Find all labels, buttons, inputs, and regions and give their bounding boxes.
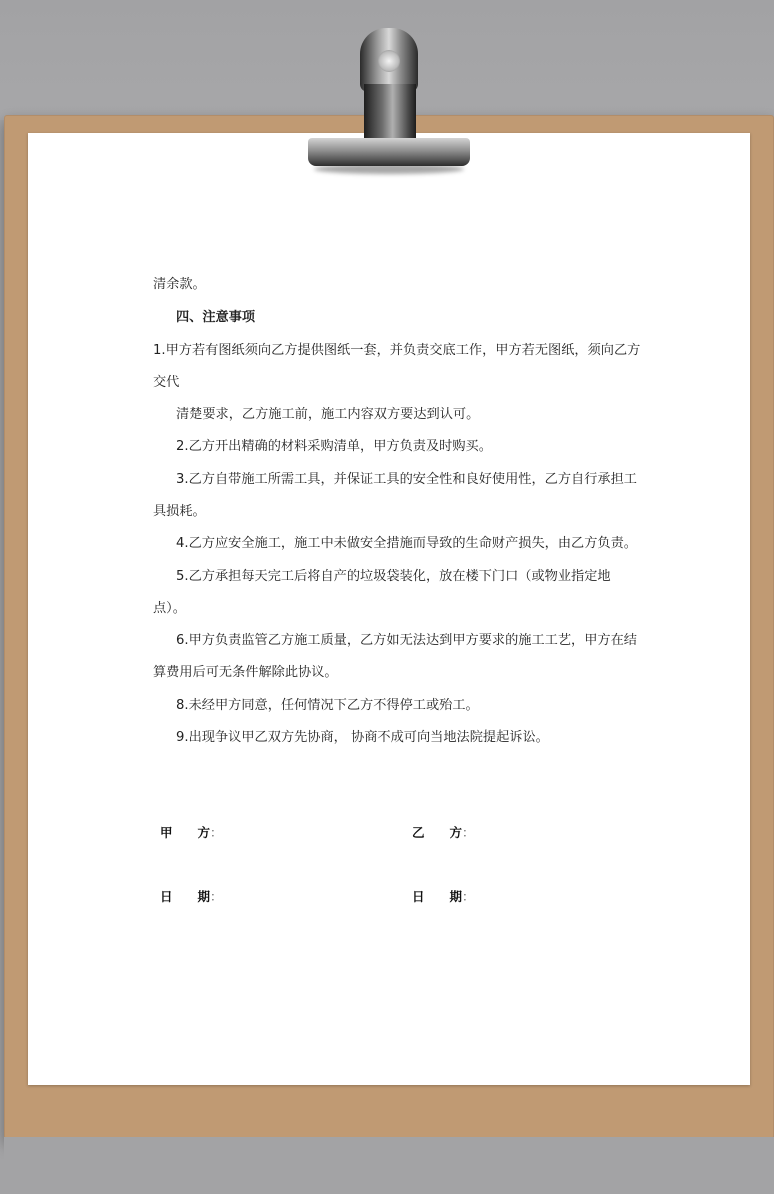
date-b-field [412, 887, 475, 905]
text-line-15: 9.出现争议甲乙双方先协商， 协商不成可向当地法院提起诉讼。 [176, 730, 549, 745]
section-heading: 四、注意事项 [176, 310, 256, 325]
text-line-8: 具损耗。 [153, 504, 206, 519]
party-a-label: 甲 方 [160, 825, 211, 840]
date-a-field [160, 887, 223, 905]
date-b-label: 日 期 [412, 889, 463, 904]
clip-hole [378, 50, 400, 72]
binder-clip-icon [296, 28, 481, 178]
text-line-6: 2.乙方开出精确的材料采购清单，甲方负责及时购买。 [176, 439, 492, 454]
text-line-5: 清楚要求，乙方施工前，施工内容双方要达到认可。 [176, 407, 480, 422]
party-b-label: 乙 方 [412, 825, 463, 840]
party-a-field [160, 823, 223, 841]
background-bottom [4, 1137, 774, 1194]
paper-sheet [28, 133, 750, 1085]
text-line-10: 5.乙方承担每天完工后将自产的垃圾袋装化，放在楼下门口（或物业指定地 [176, 569, 611, 584]
party-b-field [412, 823, 475, 841]
text-line-13: 算费用后可无条件解除此协议。 [153, 665, 338, 680]
date-a-colon: ： [210, 889, 223, 904]
text-line-9: 4.乙方应安全施工，施工中未做安全措施而导致的生命财产损失，由乙方负责。 [176, 536, 637, 551]
text-line-1: 清余款。 [153, 277, 206, 292]
text-line-3: 1.甲方若有图纸须向乙方提供图纸一套，并负责交底工作，甲方若无图纸，须向乙方 [153, 343, 641, 358]
date-a-label: 日 期 [160, 889, 211, 904]
date-b-colon: ： [462, 889, 475, 904]
text-line-7: 3.乙方自带施工所需工具，并保证工具的安全性和良好使用性，乙方自行承担工 [176, 472, 637, 487]
party-b-colon: ： [462, 825, 475, 840]
clip-stem [364, 84, 416, 144]
text-line-14: 8.未经甲方同意，任何情况下乙方不得停工或殆工。 [176, 698, 479, 713]
party-a-colon: ： [210, 825, 223, 840]
text-line-4: 交代 [153, 375, 180, 390]
document-body [28, 133, 750, 1085]
text-line-12: 6.甲方负责监管乙方施工质量，乙方如无法达到甲方要求的施工工艺，甲方在结 [176, 633, 637, 648]
clip-plate [308, 138, 470, 166]
text-line-11: 点）。 [153, 601, 186, 616]
